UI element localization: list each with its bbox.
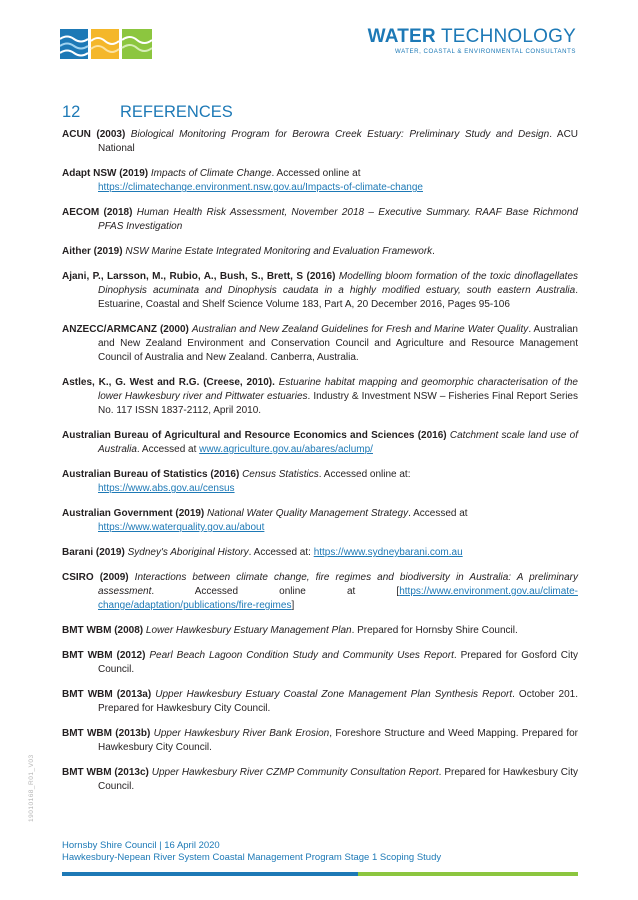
reference-details: . Accessed online at: [318, 469, 411, 480]
reference-entry [62, 546, 578, 560]
reference-entry [62, 649, 578, 677]
reference-entry [62, 688, 578, 716]
wave-stripes-logo-icon [60, 29, 152, 59]
reference-title: Impacts of Climate Change [150, 168, 272, 179]
reference-entry [62, 727, 578, 755]
reference-entry [62, 766, 578, 794]
reference-details: . Industry & Investment NSW – Fisheries Final Report Series No. 117 ISSN 1837-2112, April 2010. [98, 391, 578, 416]
reference-details: . Accessed at: [248, 547, 314, 558]
reference-author: Adapt NSW (2019) [62, 168, 149, 179]
reference-entry [62, 571, 578, 613]
reference-author: BMT WBM (2008) [62, 625, 144, 636]
reference-title: Census Statistics [242, 469, 319, 480]
reference-details: . Estuarine, Coastal and Shelf Science Volume 183, Part A, 20 December 2016, Pages 95-106 [98, 285, 578, 310]
reference-suffix: ] [291, 600, 295, 611]
footer-bar-blue [62, 872, 358, 876]
reference-title: Pearl Beach Lagoon Condition Study and Community Uses Report [149, 650, 454, 661]
reference-author: Ajani, P., Larsson, M., Rubio, A., Bush, S., Brett, S (2016) [62, 271, 336, 282]
reference-link[interactable]: https://www.abs.gov.au/census [98, 483, 235, 494]
brand-name: WATER TECHNOLOGY [367, 26, 576, 47]
reference-author: ANZECC/ARMCANZ (2000) [62, 324, 189, 335]
reference-entry [62, 507, 578, 535]
reference-details: . October 201. Prepared for Hawkesbury City Council. [98, 689, 578, 714]
reference-link[interactable]: https://www.sydneybarani.com.au [313, 547, 463, 558]
reference-link[interactable]: https://www.waterquality.gov.au/about [98, 522, 265, 533]
page-footer [62, 840, 441, 864]
reference-title: Catchment scale land use of Australia [98, 430, 578, 455]
reference-details: . Prepared for Gosford City Council. [98, 650, 578, 675]
company-logo [368, 27, 576, 56]
reference-details: . Australian and New Zealand Environment and Conservation Council and Agriculture and Resource Management Council of Australia and New Zealand. Canberra, Australia. [98, 324, 578, 363]
reference-details: . Prepared for Hornsby Shire Council. [351, 625, 518, 636]
reference-entry [62, 376, 578, 418]
reference-details: . Accessed at [136, 444, 200, 455]
reference-author: BMT WBM (2013a) [62, 689, 152, 700]
reference-author: BMT WBM (2013b) [62, 728, 151, 739]
reference-entry [62, 270, 578, 312]
reference-title: Upper Hawkesbury River Bank Erosion [153, 728, 330, 739]
reference-entry [62, 245, 578, 259]
footer-client-date: Hornsby Shire Council | 16 April 2020 [62, 840, 220, 851]
reference-title: Estuarine habitat mapping and geomorphic characterisation of the lower Hawkesbury river and Pittwater estuaries [98, 377, 578, 402]
reference-author: ACUN (2003) [62, 129, 126, 140]
reference-title: Upper Hawkesbury River CZMP Community Consultation Report [151, 767, 439, 778]
reference-title: Biological Monitoring Program for Berowra Creek Estuary: Preliminary Study and Design [130, 129, 550, 140]
reference-entry [62, 167, 578, 195]
reference-title: Human Health Risk Assessment, November 2018 – Executive Summary. RAAF Base Richmond PFAS Investigation [98, 207, 578, 232]
document-code: 19010168_R01_V03 [28, 754, 35, 822]
reference-details: . Accessed online at [ [151, 586, 400, 597]
reference-entry [62, 468, 578, 496]
brand-tagline: WATER, COASTAL & ENVIRONMENTAL CONSULTANTS [395, 48, 576, 55]
reference-author: Barani (2019) [62, 547, 125, 558]
footer-colour-bar [62, 872, 578, 876]
reference-author: Australian Bureau of Statistics (2016) [62, 469, 240, 480]
reference-author: Aither (2019) [62, 246, 123, 257]
reference-author: BMT WBM (2013c) [62, 767, 149, 778]
reference-details: . Prepared for Hawkesbury City Council. [98, 767, 578, 792]
references-list [62, 128, 578, 805]
reference-entry [62, 624, 578, 638]
reference-title: NSW Marine Estate Integrated Monitoring and Evaluation Framework [125, 246, 433, 257]
reference-details: . Accessed at [408, 508, 468, 519]
reference-title: Interactions between climate change, fire regimes and biodiversity in Australia: A preliminary assessment [98, 572, 578, 597]
reference-details: , Foreshore Structure and Weed Mapping. Prepared for Hawkesbury City Council. [98, 728, 578, 753]
reference-author: BMT WBM (2012) [62, 650, 146, 661]
reference-author: Astles, K., G. West and R.G. (Creese, 2010). [62, 377, 275, 388]
reference-link[interactable]: https://climatechange.environment.nsw.gov.au/Impacts-of-climate-change [98, 182, 423, 193]
reference-link[interactable]: https://www.environment.gov.au/climate-change/adaptation/publications/fire-regimes [98, 586, 578, 611]
reference-details: . Accessed online at [271, 168, 361, 179]
section-heading [62, 103, 233, 122]
reference-title: Australian and New Zealand Guidelines for Fresh and Marine Water Quality [191, 324, 529, 335]
reference-details: . ACU National [98, 129, 579, 154]
reference-title: National Water Quality Management Strategy [207, 508, 409, 519]
reference-entry [62, 429, 578, 457]
reference-author: AECOM (2018) [62, 207, 133, 218]
reference-author: Australian Government (2019) [62, 508, 205, 519]
section-number: 12 [62, 103, 81, 121]
reference-entry [62, 128, 578, 156]
reference-details: . [432, 246, 435, 257]
reference-entry [62, 323, 578, 365]
section-title: REFERENCES [120, 103, 233, 121]
reference-title: Modelling bloom formation of the toxic dinoflagellates Dinophysis acuminata and Dinophysis caudata in a highly modified estuary, south eastern Australia [98, 271, 579, 296]
footer-bar-green [358, 872, 578, 876]
reference-entry [62, 206, 578, 234]
reference-title: Upper Hawkesbury Estuary Coastal Zone Management Plan Synthesis Report [155, 689, 513, 700]
reference-title: Lower Hawkesbury Estuary Management Plan [145, 625, 352, 636]
reference-author: CSIRO (2009) [62, 572, 129, 583]
reference-author: Australian Bureau of Agricultural and Resource Economics and Sciences (2016) [62, 430, 447, 441]
footer-project-title: Hawkesbury-Nepean River System Coastal Management Program Stage 1 Scoping Study [62, 852, 442, 863]
reference-link[interactable]: www.agriculture.gov.au/abares/aclump/ [199, 444, 373, 455]
reference-title: Sydney's Aboriginal History [127, 547, 249, 558]
